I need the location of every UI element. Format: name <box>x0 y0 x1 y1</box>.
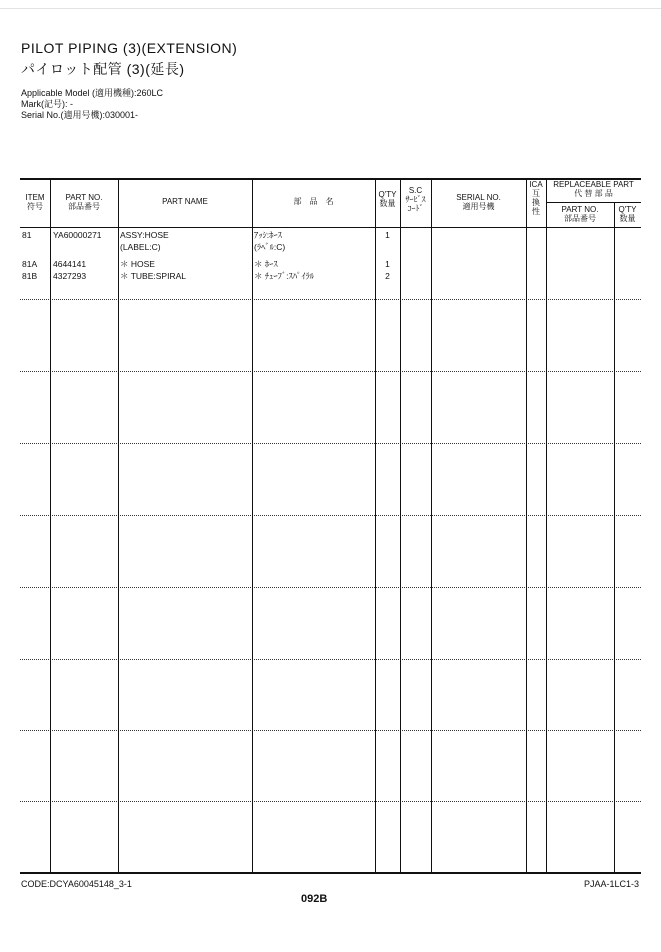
document-code: CODE:DCYA60045148_3-1 <box>21 879 132 889</box>
page-top-divider <box>0 8 661 9</box>
row-separator <box>20 299 641 300</box>
mark-label: Mark(記号): - <box>21 99 73 109</box>
column-divider <box>546 178 547 874</box>
column-divider <box>118 178 119 874</box>
column-divider <box>252 178 253 874</box>
part-name: ＊ HOSE <box>120 259 155 269</box>
header-part-no: PART NO. 部品番号 <box>65 193 103 211</box>
item-number: 81A <box>22 259 38 269</box>
row-separator <box>20 730 641 731</box>
row-separator <box>20 587 641 588</box>
part-name-jp: ｱｯｼ:ﾎｰｽ <box>254 230 282 240</box>
part-number: 4644141 <box>53 259 87 269</box>
serial-number: Serial No.(適用号機):030001- <box>21 110 139 120</box>
page-number: 092B <box>301 893 328 905</box>
header-service-code: S.C ｻｰﾋﾞｽ ｺｰﾄﾞ <box>405 186 426 213</box>
quantity: 2 <box>385 271 390 281</box>
header-qty: Q'TY 数量 <box>378 190 397 208</box>
part-number: YA60000271 <box>53 230 102 240</box>
header-interchangeability: ICA 互 換 性 <box>529 180 543 216</box>
header-replaceable-part: REPLACEABLE PART 代 替 部 品 <box>553 180 634 198</box>
row-separator <box>20 659 641 660</box>
row-separator <box>20 371 641 372</box>
catalog-reference: PJAA-1LC1-3 <box>583 879 639 889</box>
replaceable-subheader-line <box>547 202 641 203</box>
header-item: ITEM 符号 <box>25 193 45 211</box>
parts-table <box>20 178 641 874</box>
applicable-model: Applicable Model (適用機種):260LC <box>21 88 164 98</box>
header-part-name: PART NAME <box>162 197 208 206</box>
header-rep-qty: Q'TY 数量 <box>618 205 637 223</box>
part-name-jp: ＊ ﾎｰｽ <box>254 259 278 269</box>
item-number: 81B <box>22 271 38 281</box>
header-rep-part-no: PART NO. 部品番号 <box>561 205 599 223</box>
row-separator <box>20 443 641 444</box>
part-name: (LABEL:C) <box>120 242 161 252</box>
item-number: 81 <box>22 230 32 240</box>
table-bottom-border <box>20 872 641 874</box>
header-part-name-jp: 部 品 名 <box>293 197 334 206</box>
column-divider-rep-qty-body <box>614 227 615 874</box>
quantity: 1 <box>385 230 390 240</box>
column-divider <box>431 178 432 874</box>
column-divider <box>526 178 527 874</box>
part-name-jp: ＊ ﾁｭｰﾌﾞ:ｽﾊﾟｲﾗﾙ <box>254 271 314 281</box>
column-divider <box>400 178 401 874</box>
quantity: 1 <box>385 259 390 269</box>
column-divider <box>375 178 376 874</box>
part-number: 4327293 <box>53 271 87 281</box>
part-name: ＊ TUBE:SPIRAL <box>120 271 186 281</box>
part-name-jp: (ﾗﾍﾞﾙ:C) <box>254 242 286 252</box>
column-divider <box>50 178 51 874</box>
page-title: PILOT PIPING (3)(EXTENSION) <box>21 40 238 56</box>
row-separator <box>20 801 641 802</box>
page-title-jp: パイロット配管 (3)(延長) <box>21 61 185 77</box>
part-name: ASSY:HOSE <box>120 230 169 240</box>
header-bottom-border <box>20 227 641 228</box>
header-serial: SERIAL NO. 適用号機 <box>456 193 501 211</box>
row-separator <box>20 515 641 516</box>
